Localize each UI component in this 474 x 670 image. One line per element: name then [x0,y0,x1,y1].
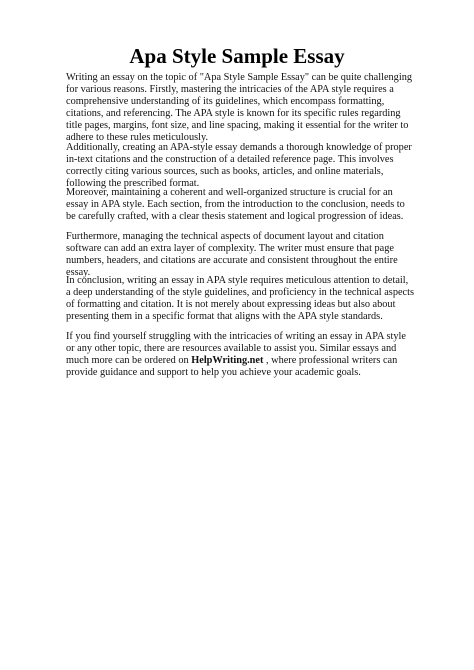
paragraph-technical: Furthermore, managing the technical aspects of document layout and citation software can add an extra layer of complexity. The writer must ensure that page numbers, headers, and citations are accurate and consistent throughout the entire essay. [66,231,398,278]
helpwriting-link[interactable]: HelpWriting.net [191,355,264,366]
paragraph-intro: Writing an essay on the topic of "Apa Style Sample Essay" can be quite challenging for various reasons. Firstly, mastering the intricacies of the APA style requires a comprehensive understanding of its guidelines, which encompass formatting, citations, and referencing. The APA style is known for its specific rules regarding title pages, margins, font size, and line spacing, making it essential for the writer to adhere to these rules meticulously. [66,72,412,143]
paragraph-resources [66,331,414,379]
resources-text-before-link: If you find yourself struggling with the intricacies of writing an essay in APA style or any other topic, there are resources available to assist you. Similar essays and much more can be ordered on [66,331,406,366]
paragraph-citations: Additionally, creating an APA-style essay demands a thorough knowledge of proper in-text citations and the construction of a detailed reference page. This involves correctly citing various sources, such as books, articles, and online materials, following the prescribed format. [66,142,412,189]
paragraph-conclusion: In conclusion, writing an essay in APA style requires meticulous attention to detail, a deep understanding of the style guidelines, and proficiency in the technical aspects of formatting and citation. It is not merely about expressing ideas but also about presenting them in a specific format that aligns with the APA style standards. [66,275,414,322]
paragraph-structure: Moreover, maintaining a coherent and well-organized structure is crucial for an essay in APA style. Each section, from the introduction to the conclusion, needs to be carefully crafted, with a clear thesis statement and logical progression of ideas. [66,187,405,222]
resources-text-after-link: , where professional writers can provide guidance and support to help you achieve your academic goals. [66,355,398,378]
document-title: Apa Style Sample Essay [129,44,345,68]
